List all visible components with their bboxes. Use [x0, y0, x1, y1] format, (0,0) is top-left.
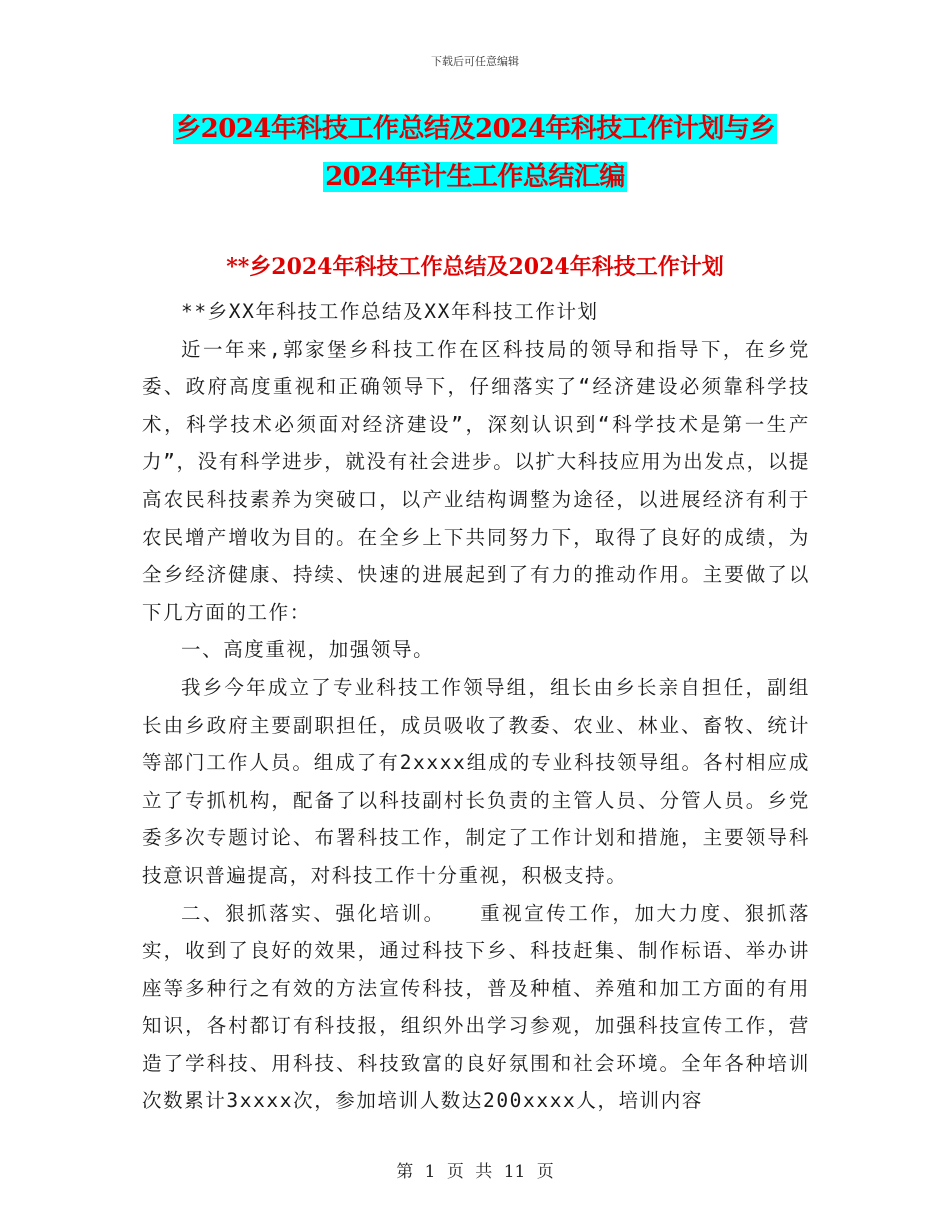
header-note: 下载后可任意编辑	[431, 55, 519, 68]
paragraph: 二、狠抓落实、强化培训。 重视宣传工作，加大力度、狠抓落实，收到了良好的效果，通过科技下乡、科技赶集、制作标语、举办讲座等多种行之有效的方法宣传科技，普及种植、养殖和加工方面的有用知识，各村都订有科技报，组织外出学习参观，加强科技宣传工作，营造了学科技、用科技、科技致富的良好氛围和社会环境。全年各种培训次数累计3xxxx次，参加培训人数达200xxxx人，培训内容	[142, 901, 810, 1113]
title-highlight-2: 2024年计生工作总结汇编	[325, 162, 625, 192]
page-number-footer: 第 1 页 共 11 页	[396, 1162, 554, 1182]
paragraph: 一、高度重视，加强领导。	[181, 638, 435, 662]
paragraph: 近一年来,郭家堡乡科技工作在区科技局的领导和指导下，在乡党委、政府高度重视和正确领导下，仔细落实了“经济建设必须靠科学技术，科学技术必须面对经济建设”，深刻认识到“科学技术是第一生产力”，没有科学进步，就没有社会进步。以扩大科技应用为出发点，以提高农民科技素养为突破口，以产业结构调整为途径，以进展经济有利于农民增产增收为目的。在全乡上下共同努力下，取得了良好的成绩，为全乡经济健康、持续、快速的进展起到了有力的推动作用。主要做了以下几方面的工作：	[142, 337, 810, 624]
section-heading: **乡2024年科技工作总结及2024年科技工作计划	[226, 254, 724, 280]
title-highlight-1: 乡2024年科技工作总结及2024年科技工作计划与乡	[175, 114, 775, 144]
document-title-line-1	[0, 108, 950, 145]
paragraph: 我乡今年成立了专业科技工作领导组，组长由乡长亲自担任，副组长由乡政府主要副职担任，成员吸收了教委、农业、林业、畜牧、统计等部门工作人员。组成了有2xxxx组成的专业科技领导组。各村相应成立了专抓机构，配备了以科技副村长负责的主管人员、分管人员。乡党委多次专题讨论、布署科技工作，制定了工作计划和措施，主要领导科技意识普遍提高，对科技工作十分重视，积极支持。	[142, 675, 810, 887]
document-title-line-2	[0, 156, 950, 193]
paragraph: **乡XX年科技工作总结及XX年科技工作计划	[181, 300, 599, 323]
document-body	[142, 293, 810, 1120]
